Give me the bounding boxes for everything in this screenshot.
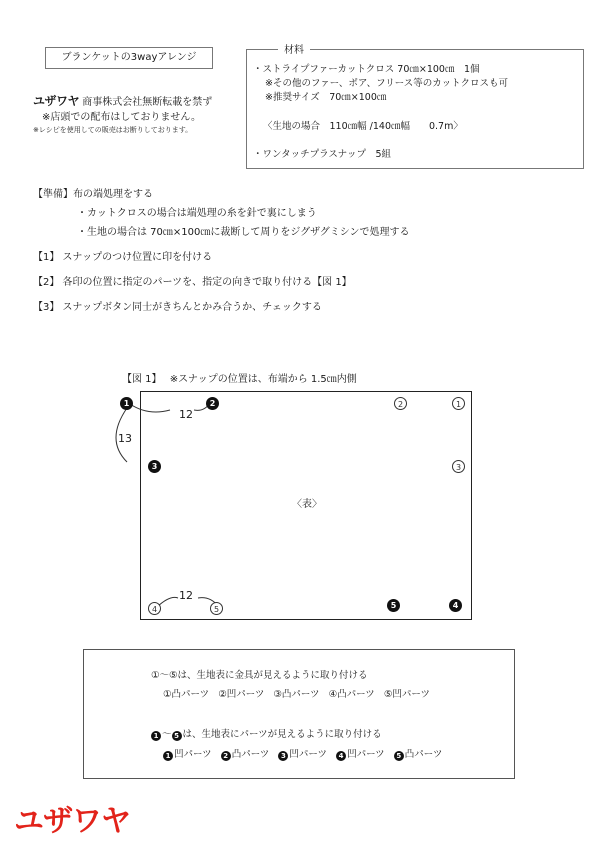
snap-mark-filled-3: 3 bbox=[148, 460, 161, 473]
mini-filled-start: 1 bbox=[151, 731, 161, 741]
open-marks-heading: ①〜⑤は、生地表に金具が見えるように取り付ける bbox=[151, 670, 368, 681]
fabric-face-label: 〈表〉 bbox=[292, 499, 322, 510]
mini-filled-5: 5 bbox=[394, 751, 404, 761]
materials-legend: 材料 bbox=[278, 41, 310, 56]
filled-part-3: 凹パーツ bbox=[289, 749, 327, 760]
open-part-4: ④凸パーツ bbox=[328, 689, 375, 700]
dimension-bottom: 12 bbox=[179, 589, 193, 602]
copyright-text: 商事株式会社無断転載を禁ず bbox=[82, 97, 213, 108]
brand-logo-small: ユザワヤ bbox=[33, 94, 80, 108]
filled-part-4: 凹パーツ bbox=[347, 749, 385, 760]
open-part-5: ⑤凹パーツ bbox=[383, 689, 430, 700]
material-line-4: 〈生地の場合 110㎝幅 /140㎝幅 0.7m〉 bbox=[263, 121, 463, 132]
brand-logo: ユザワヤ bbox=[14, 804, 130, 839]
mini-filled-1: 1 bbox=[163, 751, 173, 761]
recipe-title: ブランケットの3wayアレンジ bbox=[45, 47, 213, 69]
prep-sub-2: ・生地の場合は 70㎝×100㎝に裁断して周りをジグザグミシンで処理する bbox=[77, 227, 410, 238]
dimension-arcs bbox=[100, 390, 480, 630]
filled-part-5: 凸パーツ bbox=[404, 749, 443, 760]
filled-marks-heading bbox=[151, 726, 382, 741]
snap-mark-open-3: 3 bbox=[452, 460, 465, 473]
material-line-2: ※その他のファー、ボア、フリース等のカットクロスも可 bbox=[265, 78, 508, 89]
copyright-line bbox=[33, 92, 212, 109]
open-parts-row bbox=[163, 686, 430, 700]
filled-parts-row bbox=[163, 746, 442, 761]
snap-mark-filled-2: 2 bbox=[206, 397, 219, 410]
prep-sub-1: ・カットクロスの場合は端処理の糸を針で裏にしまう bbox=[77, 208, 317, 219]
snap-mark-open-2: 2 bbox=[394, 397, 407, 410]
snap-mark-open-5: 5 bbox=[210, 602, 223, 615]
snap-mark-filled-1: 1 bbox=[120, 397, 133, 410]
arc-top bbox=[130, 404, 170, 412]
dimension-left: 13 bbox=[118, 432, 132, 445]
mini-filled-2: 2 bbox=[221, 751, 231, 761]
open-part-1: ①凸パーツ bbox=[163, 689, 210, 700]
filled-part-1: 凹パーツ bbox=[174, 749, 212, 760]
step-1: 【1】 スナップのつけ位置に印を付ける bbox=[33, 252, 213, 263]
open-part-2: ②凹パーツ bbox=[218, 689, 265, 700]
snap-mark-open-4: 4 bbox=[148, 602, 161, 615]
range-tilde: 〜 bbox=[162, 729, 172, 740]
filled-heading-text: は、生地表にパーツが見えるように取り付ける bbox=[182, 729, 382, 740]
prep-step: 【準備】布の端処理をする bbox=[33, 189, 153, 200]
figure-caption: 【図 1】 ※スナップの位置は、布端から 1.5㎝内側 bbox=[122, 374, 357, 385]
step-3: 【3】 スナップボタン同士がきちんとかみ合うか、チェックする bbox=[33, 302, 322, 313]
material-line-1: ・ストライプファーカットクロス 70㎝×100㎝ 1個 bbox=[253, 64, 480, 75]
filled-part-2: 凸パーツ bbox=[231, 749, 270, 760]
dimension-top: 12 bbox=[179, 408, 193, 421]
mini-filled-4: 4 bbox=[336, 751, 346, 761]
step-2: 【2】 各印の位置に指定のパーツを、指定の向きで取り付ける【図 1】 bbox=[33, 277, 352, 288]
snap-mark-filled-4: 4 bbox=[449, 599, 462, 612]
material-line-3: ※推奨サイズ 70㎝×100㎝ bbox=[265, 92, 387, 103]
open-part-3: ③凸パーツ bbox=[273, 689, 320, 700]
mini-filled-end: 5 bbox=[172, 731, 182, 741]
resale-note: ※レシピを使用しての販売はお断りしております。 bbox=[33, 126, 193, 134]
material-line-5: ・ワンタッチプラスナップ 5組 bbox=[253, 149, 391, 160]
snap-mark-filled-5: 5 bbox=[387, 599, 400, 612]
snap-mark-open-1: 1 bbox=[452, 397, 465, 410]
mini-filled-3: 3 bbox=[278, 751, 288, 761]
no-distribution-note: ※店頭での配布はしておりません。 bbox=[42, 112, 201, 123]
